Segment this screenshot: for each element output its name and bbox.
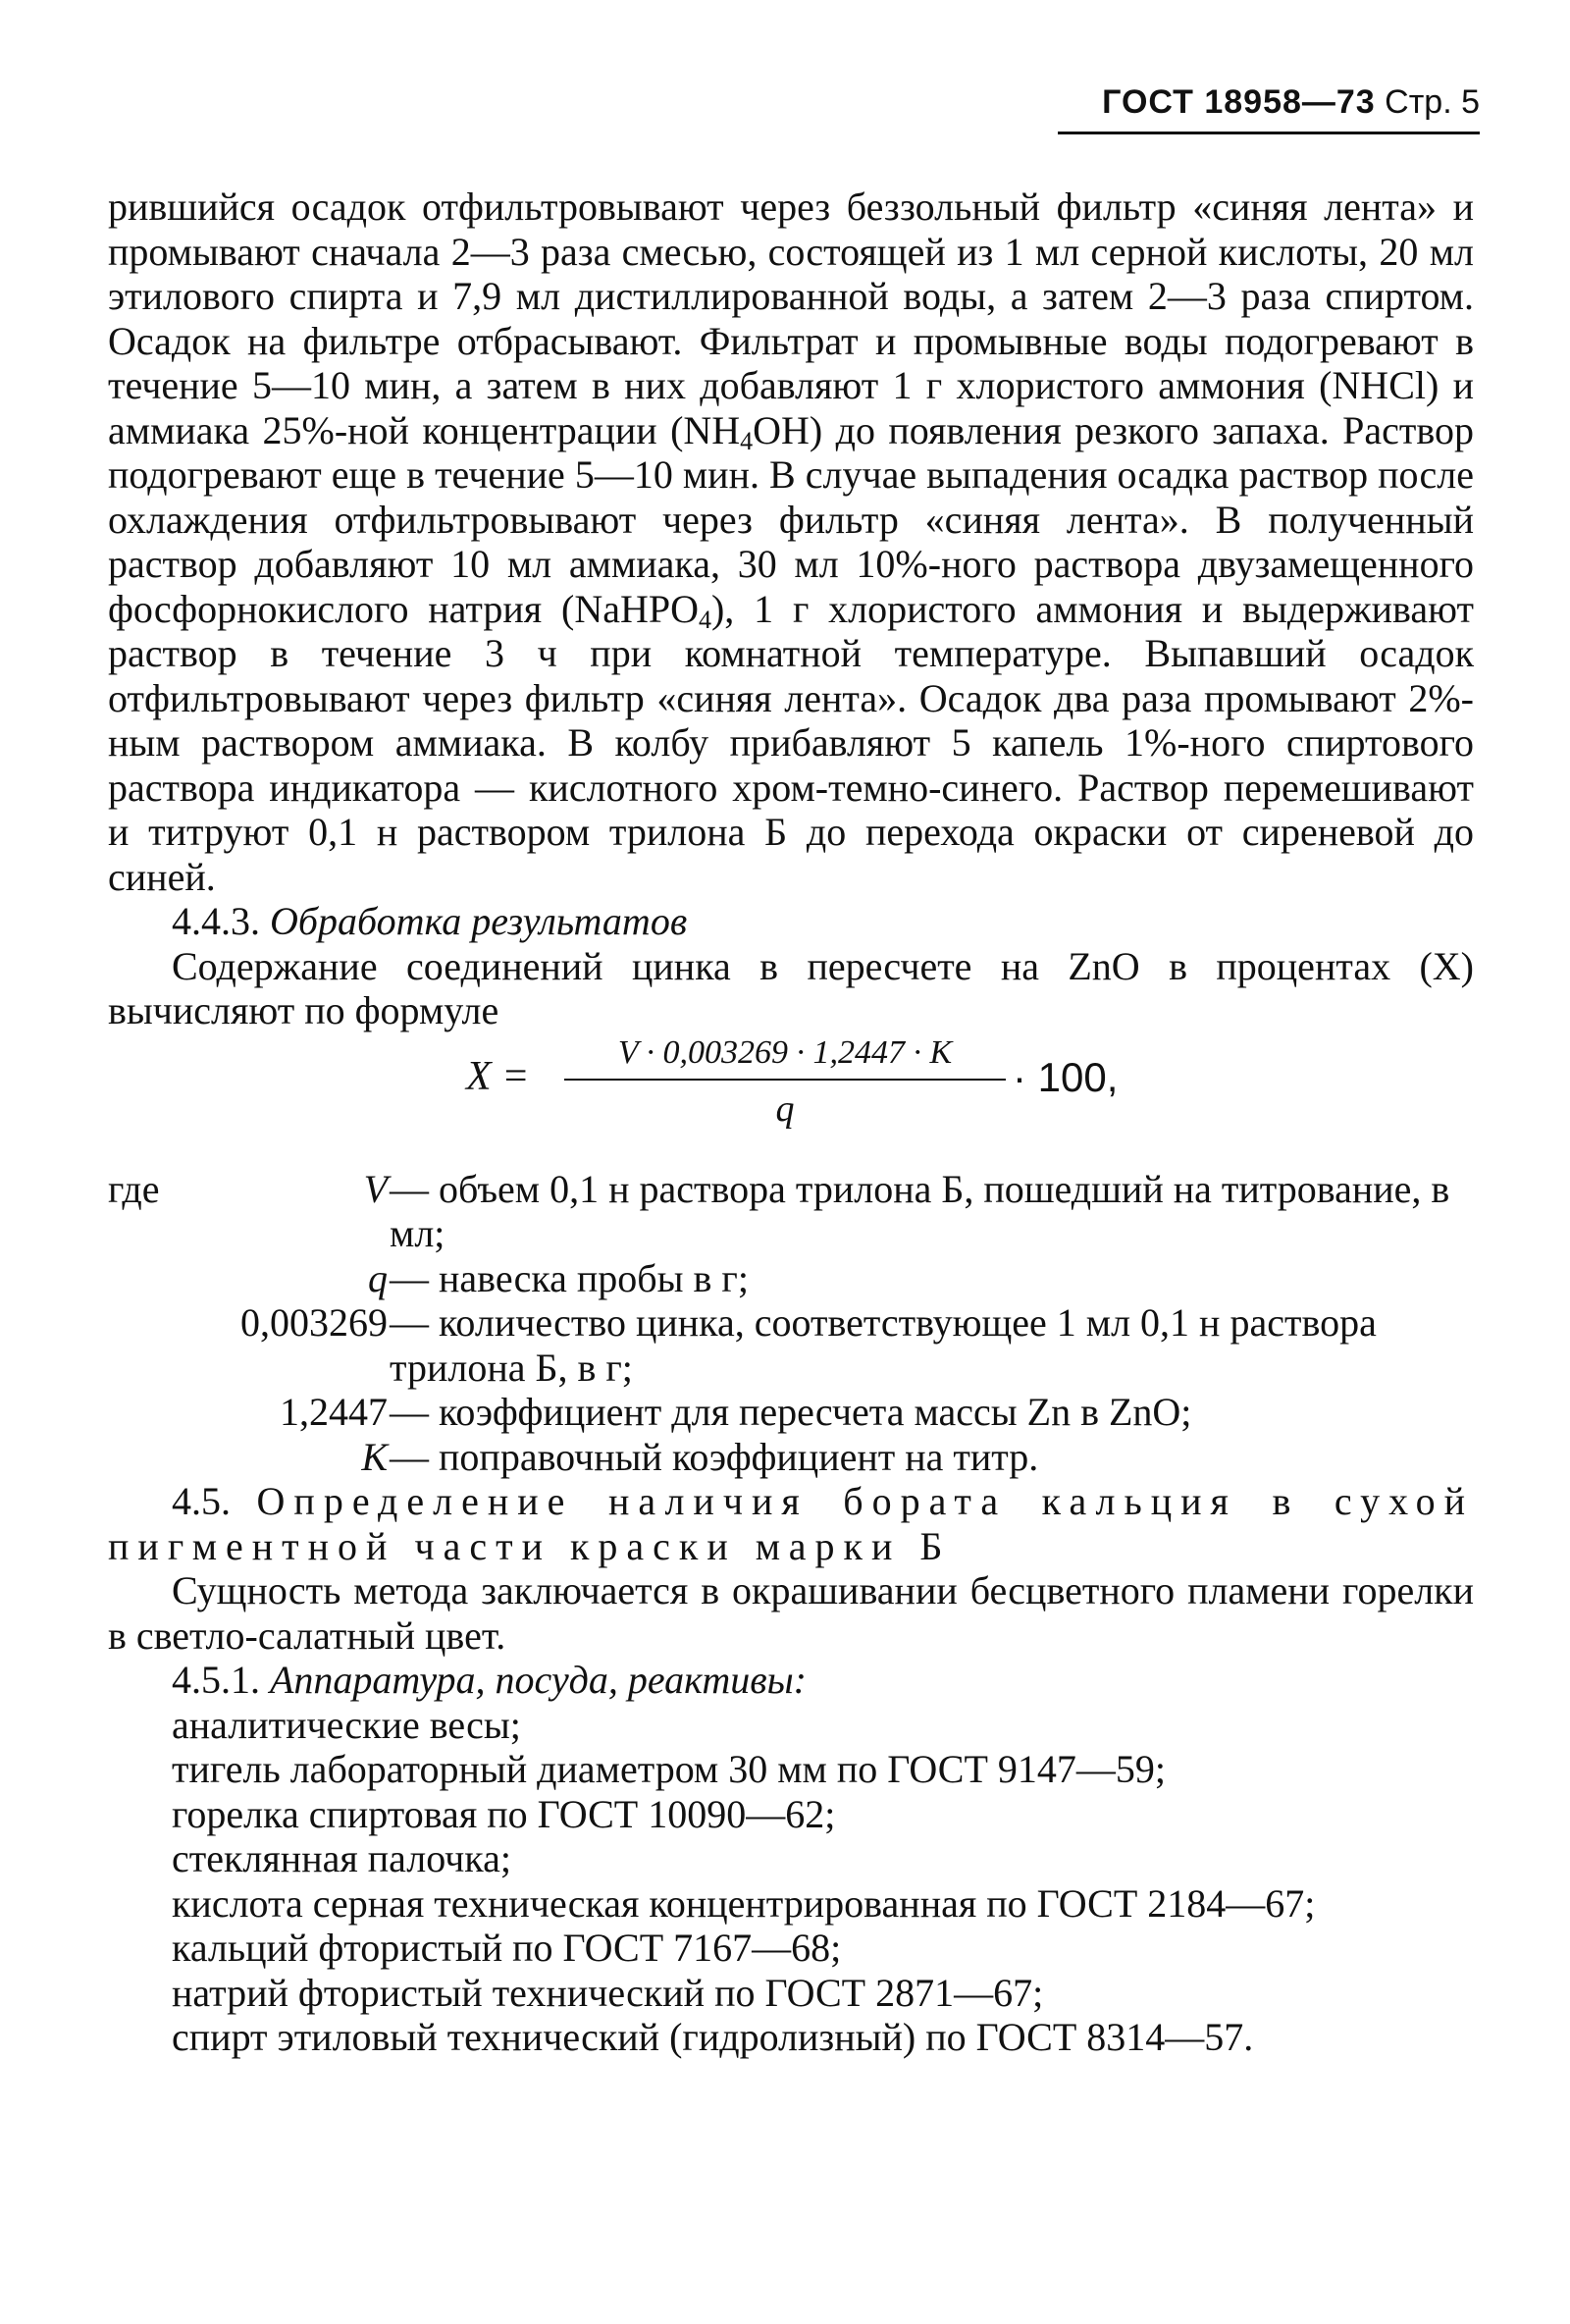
page-number: Стр. 5 bbox=[1385, 83, 1480, 121]
section-title: Аппаратура, посуда, реактивы: bbox=[270, 1658, 807, 1702]
section-number: 4.5.1. bbox=[172, 1658, 260, 1702]
legend-item bbox=[108, 1435, 1474, 1480]
legend-where: где bbox=[108, 1166, 160, 1211]
list-item: стеклянная палочка; bbox=[172, 1836, 511, 1880]
list-item: аналитические весы; bbox=[172, 1702, 521, 1747]
method-essence: Сущность метода заключается в окрашивании бесцветного пламени горелки в светло-салатный цвет. bbox=[108, 1568, 1474, 1658]
legend-term: 1,2447 bbox=[280, 1390, 388, 1434]
section-title: Обработка результатов bbox=[270, 899, 688, 943]
section-title: Определение наличия бората кальция в сухой пигментной части краски марки Б bbox=[108, 1479, 1475, 1568]
fraction-bar bbox=[564, 1079, 1006, 1081]
subscript: 4 bbox=[698, 605, 711, 634]
list-item: горелка спиртовая по ГОСТ 10090—62; bbox=[172, 1791, 836, 1836]
legend-term: V bbox=[363, 1166, 388, 1211]
legend-definition: — навеска пробы в г; bbox=[390, 1255, 749, 1300]
legend-definition: — поправочный коэффициент на титр. bbox=[390, 1434, 1039, 1479]
formula-legend bbox=[108, 1167, 1474, 1480]
list-item: натрий фтористый технический по ГОСТ 2871—67; bbox=[172, 1970, 1044, 2015]
zinc-formula bbox=[108, 1033, 1474, 1167]
legend-definition: — коэффициент для пересчета массы Zn в ZnO; bbox=[390, 1390, 1192, 1434]
equipment-list bbox=[108, 1703, 1474, 2060]
legend-item bbox=[108, 1300, 1474, 1390]
formula-numerator: V · 0,003269 · 1,2447 · K bbox=[617, 1033, 953, 1071]
legend-item bbox=[108, 1390, 1474, 1435]
formula-lhs: X = bbox=[466, 1053, 530, 1099]
procedure-text-b: OH) до появления резкого запаха. Раствор подогревают еще в течение 5—10 мин. В случае выпадения осадка раствор после охлаждения отфильтровывают через фильтр «синяя лента». В полученный раствор добавляют 10 мл аммиака, 30 мл 10%-ного раствора двузамещенного фосфорнокислого натрия (NaHPO bbox=[108, 407, 1474, 631]
list-item: кальций фтористый по ГОСТ 7167—68; bbox=[172, 1926, 842, 1970]
formula-intro: Содержание соединений цинка в пересчете на ZnO в процентах (X) вычисляют по формуле bbox=[108, 943, 1474, 1032]
formula-rhs: · 100, bbox=[1013, 1053, 1119, 1100]
section-number: 4.4.3. bbox=[172, 899, 260, 943]
legend-definition: — объем 0,1 н раствора трилона Б, пошедший на титрование, в мл; bbox=[390, 1166, 1450, 1255]
legend-item bbox=[108, 1167, 1474, 1256]
section-heading-4-5-1 bbox=[108, 1658, 1474, 1703]
document-body bbox=[108, 185, 1474, 2060]
procedure-text-a: рившийся осадок отфильтровывают через беззольный фильтр «синяя лента» и промывают сначала 2—3 раза смесью, состоящей из 1 мл серной кислоты, 20 мл этилового спирта и 7,9 мл дистиллированной воды, а затем 2—3 раза спиртом. Осадок на фильтре отбрасывают. Фильтрат и промывные воды подогревают в течение 5—10 мин, а затем в них добавляют 1 г хлористого аммония (NHCl) и аммиака 25%-ной концентрации (NH bbox=[108, 185, 1474, 452]
legend-term: q bbox=[368, 1255, 388, 1300]
procedure-paragraph bbox=[108, 185, 1474, 899]
legend-term: K bbox=[361, 1434, 388, 1479]
list-item: тигель лабораторный диаметром 30 мм по ГОСТ 9147—59; bbox=[172, 1747, 1167, 1791]
header-rule bbox=[1058, 132, 1480, 134]
formula-denominator: q bbox=[775, 1087, 795, 1130]
section-heading-4-5 bbox=[108, 1479, 1474, 1568]
legend-definition: — количество цинка, соответствующее 1 мл 0,1 н раствора трилона Б, в г; bbox=[390, 1300, 1377, 1390]
legend-term: 0,003269 bbox=[240, 1300, 388, 1345]
standard-code: ГОСТ 18958—73 bbox=[1102, 83, 1376, 121]
procedure-text-c: ), 1 г хлористого аммония и выдерживают раствор в течение 3 ч при комнатной температуре. Выпавший осадок отфильтровывают через фильтр «синяя лента». Осадок два раза промывают 2%-ным раствором аммиака. В колбу прибавляют 5 капель 1%-ного спиртового раствора индикатора — кислотного хром-темно-синего. Раствор перемешивают и титруют 0,1 н раствором трилона Б до перехода окраски от сиреневой до синей. bbox=[108, 586, 1474, 899]
legend-item bbox=[108, 1256, 1474, 1301]
list-item: кислота серная техническая концентрированная по ГОСТ 2184—67; bbox=[172, 1880, 1316, 1926]
section-heading-4-4-3 bbox=[108, 899, 1474, 944]
page-header bbox=[1058, 80, 1480, 124]
list-item: спирт этиловый технический (гидролизный) по ГОСТ 8314—57. bbox=[172, 2015, 1254, 2059]
subscript: 4 bbox=[740, 426, 754, 455]
section-number: 4.5. bbox=[172, 1479, 231, 1523]
